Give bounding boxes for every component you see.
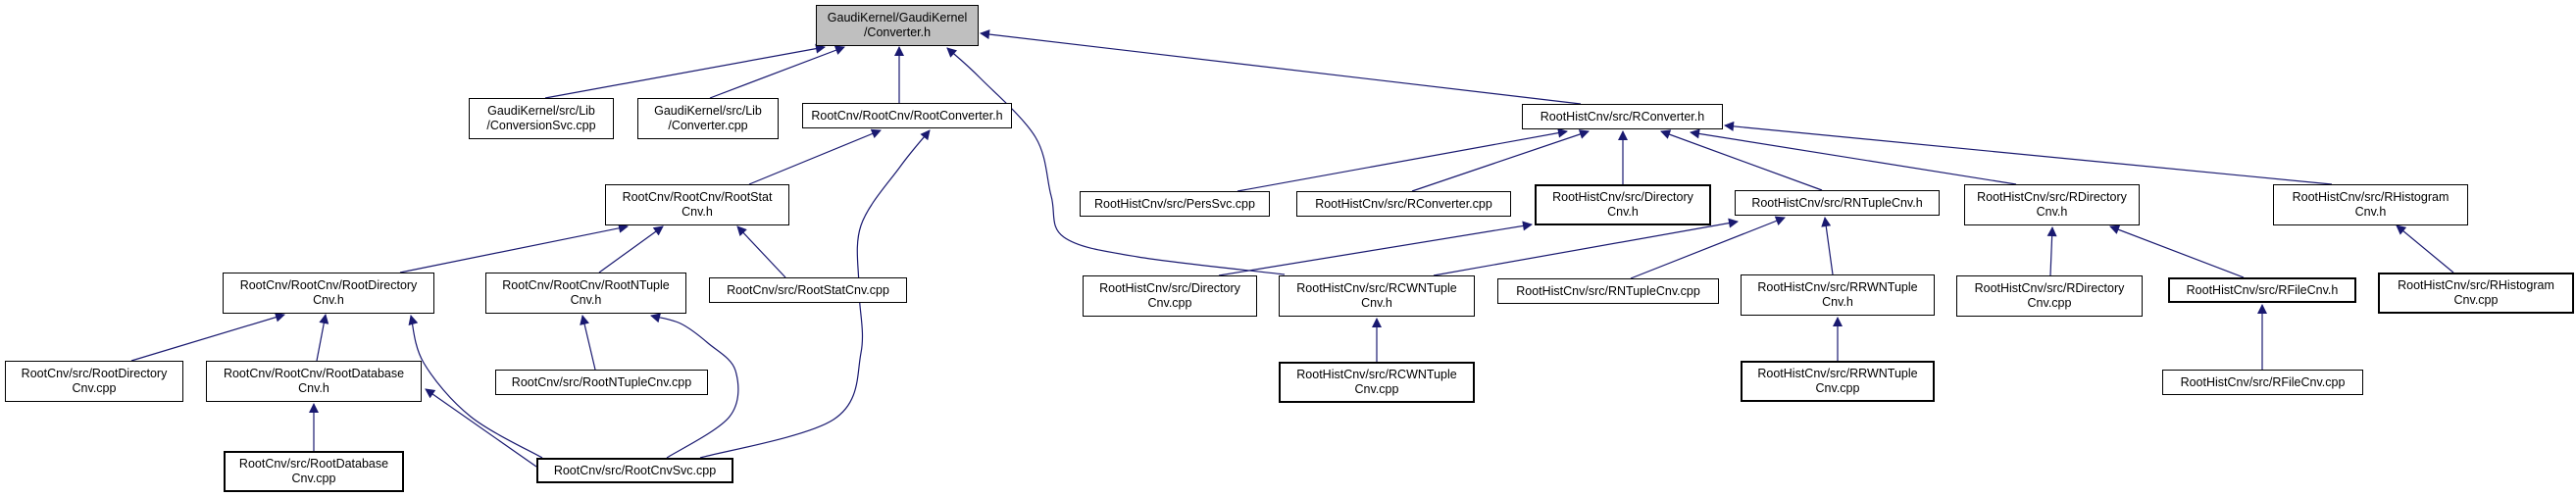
node-label-line: GaudiKernel/src/Lib xyxy=(654,104,762,118)
node-label-line: RootCnv/RootCnv/RootStat xyxy=(622,190,773,204)
edge-rootstatcnv_cpp-to-rootstatcnv_h xyxy=(737,226,785,277)
node-label-line: RootCnv/src/RootDirectory xyxy=(21,367,168,380)
node-label-line: RootHistCnv/src/RRWNTuple xyxy=(1757,367,1918,380)
node-rconverter_cpp[interactable] xyxy=(1296,191,1511,217)
edge-rfilecnv_h-to-rdirectorycnv_h xyxy=(2110,226,2244,277)
node-label-line: Cnv.h xyxy=(1607,205,1639,219)
node-label-line: RootHistCnv/src/RConverter.cpp xyxy=(1315,196,1492,211)
node-label-line: Cnv.h xyxy=(298,381,329,395)
edge-rootcnvsvc_cpp-to-rootdatabasecnv_h xyxy=(426,389,536,467)
node-rootstatcnv_h[interactable] xyxy=(605,184,789,225)
node-label-line: Cnv.h xyxy=(313,293,344,307)
node-label-line: RootHistCnv/src/RConverter.h xyxy=(1540,109,1705,124)
node-label-line: RootCnv/RootCnv/RootConverter.h xyxy=(811,108,1003,123)
node-rntuplecnv_h[interactable] xyxy=(1735,190,1940,216)
edge-rootntuplecnv_h-to-rootstatcnv_h xyxy=(599,226,663,273)
edge-rdirectorycnv_h-to-rconverter_h xyxy=(1691,132,2016,184)
node-rrwntuplecnv_cpp[interactable] xyxy=(1741,361,1935,402)
node-label-line: RootCnv/src/RootStatCnv.cpp xyxy=(727,282,889,297)
node-rootdatabasecnv_h[interactable] xyxy=(206,361,422,402)
edge-rconverter_h-to-converter_h xyxy=(981,33,1581,104)
node-rrwntuplecnv_h[interactable] xyxy=(1741,274,1935,316)
node-label-line: Cnv.cpp xyxy=(72,381,117,395)
node-label-line: Cnv.cpp xyxy=(1147,296,1192,310)
edge-rdirectorycnv_cpp-to-rdirectorycnv_h xyxy=(2050,227,2052,275)
node-label-line: RootCnv/RootCnv/RootNTuple xyxy=(502,278,670,292)
node-rootcnvsvc_cpp[interactable] xyxy=(536,458,733,483)
node-label-line: RootHistCnv/src/RDirectory xyxy=(1974,281,2125,295)
edge-rhistogramcnv_h-to-rconverter_h xyxy=(1725,125,2332,184)
node-converter_h xyxy=(816,5,979,46)
node-label-line: Cnv.cpp xyxy=(291,472,336,485)
node-label-line: RootCnv/RootCnv/RootDirectory xyxy=(239,278,418,292)
node-label-line: Cnv.cpp xyxy=(2027,296,2072,310)
node-label-line: RootHistCnv/src/RHistogram xyxy=(2292,190,2450,204)
node-rfilecnv_h[interactable] xyxy=(2168,277,2356,303)
node-rdirectorycnv_h[interactable] xyxy=(1964,184,2140,225)
edge-rcwntuplecnv_h-to-converter_h xyxy=(947,48,1285,274)
edge-rcwntuplecnv_h-to-rntuplecnv_h xyxy=(1434,222,1738,275)
node-label-line: RootHistCnv/src/RRWNTuple xyxy=(1757,280,1918,294)
edge-rootdatabasecnv_h-to-rootdirectorycnv_h xyxy=(317,315,326,361)
node-label-line: RootCnv/src/RootNTupleCnv.cpp xyxy=(511,374,692,389)
node-label-line: RootHistCnv/src/RFileCnv.h xyxy=(2186,282,2339,297)
node-label-line: GaudiKernel/src/Lib xyxy=(487,104,595,118)
node-rootntuplecnv_h[interactable] xyxy=(485,273,686,314)
edge-rootdirectorycnv_h-to-rootstatcnv_h xyxy=(400,226,628,273)
node-label-line: /ConversionSvc.cpp xyxy=(486,119,596,132)
node-rootdirectorycnv_h[interactable] xyxy=(223,273,434,314)
node-rootdirectorycnv_cpp[interactable] xyxy=(5,361,183,402)
node-label-line: RootCnv/src/RootCnvSvc.cpp xyxy=(553,463,717,477)
node-rcwntuplecnv_h[interactable] xyxy=(1279,275,1475,317)
edge-rootntuplecnv_cpp-to-rootntuplecnv_h xyxy=(582,316,595,370)
node-label-line: Cnv.cpp xyxy=(1815,381,1860,395)
node-label-line: RootHistCnv/src/Directory xyxy=(1552,190,1693,204)
node-label-line: RootHistCnv/src/PersSvc.cpp xyxy=(1094,196,1255,211)
node-label-line: /Converter.h xyxy=(863,25,932,39)
node-rfilecnv_cpp[interactable] xyxy=(2162,370,2363,395)
edge-rrwntuplecnv_h-to-rntuplecnv_h xyxy=(1825,218,1833,274)
node-label-line: RootCnv/RootCnv/RootDatabase xyxy=(223,367,405,380)
node-label-line: Cnv.h xyxy=(1822,295,1853,309)
node-label-line: RootCnv/src/RootDatabase xyxy=(238,457,389,471)
node-label-line: RootHistCnv/src/RDirectory xyxy=(1977,190,2127,204)
node-label-line: RootHistCnv/src/Directory xyxy=(1099,281,1240,295)
edge-rootdirectorycnv_cpp-to-rootdirectorycnv_h xyxy=(131,315,284,361)
node-directorycnv_cpp[interactable] xyxy=(1083,275,1257,317)
edge-perssvc_cpp-to-rconverter_h xyxy=(1237,131,1567,191)
edge-rhistogramcnv_cpp-to-rhistogramcnv_h xyxy=(2397,225,2453,273)
node-rconverter_h[interactable] xyxy=(1522,104,1723,129)
node-label-line: Cnv.h xyxy=(2036,205,2068,219)
node-rntuplecnv_cpp[interactable] xyxy=(1497,278,1719,304)
node-rootdatabasecnv_cpp[interactable] xyxy=(224,451,404,492)
node-label-line: Cnv.cpp xyxy=(1354,382,1399,396)
node-conversionsvc_cpp[interactable] xyxy=(469,98,614,139)
node-label-line: Cnv.cpp xyxy=(2453,293,2499,307)
node-converter_cpp[interactable] xyxy=(637,98,779,139)
node-rdirectorycnv_cpp[interactable] xyxy=(1956,275,2143,317)
node-label-line: RootHistCnv/src/RCWNTuple xyxy=(1296,368,1457,381)
node-label-line: RootHistCnv/src/RNTupleCnv.cpp xyxy=(1516,283,1700,298)
node-rhistogramcnv_cpp[interactable] xyxy=(2378,273,2574,314)
node-label-line: Cnv.h xyxy=(1361,296,1392,310)
edge-conversionsvc_cpp-to-converter_h xyxy=(545,47,825,98)
node-label-line: RootHistCnv/src/RNTupleCnv.h xyxy=(1751,195,1923,210)
node-label-line: GaudiKernel/GaudiKernel xyxy=(827,11,968,25)
edge-directorycnv_cpp-to-directorycnv_h xyxy=(1219,224,1532,275)
node-rootntuplecnv_cpp[interactable] xyxy=(495,370,708,395)
node-label-line: Cnv.h xyxy=(570,293,602,307)
node-rootconverter_h[interactable] xyxy=(802,103,1012,128)
edge-rconverter_cpp-to-rconverter_h xyxy=(1412,131,1589,191)
node-rootstatcnv_cpp[interactable] xyxy=(709,277,907,303)
node-label-line: /Converter.cpp xyxy=(668,119,748,132)
node-perssvc_cpp[interactable] xyxy=(1080,191,1270,217)
node-label-line: Cnv.h xyxy=(2354,205,2387,219)
node-label-line: RootHistCnv/src/RFileCnv.cpp xyxy=(2180,374,2346,389)
edge-converter_cpp-to-converter_h xyxy=(710,47,844,98)
node-rhistogramcnv_h[interactable] xyxy=(2273,184,2468,225)
node-label-line: Cnv.h xyxy=(682,205,713,219)
node-directorycnv_h[interactable] xyxy=(1535,184,1711,225)
node-label-line: RootHistCnv/src/RCWNTuple xyxy=(1296,281,1457,295)
node-label-line: RootHistCnv/src/RHistogram xyxy=(2398,278,2554,292)
node-rcwntuplecnv_cpp[interactable] xyxy=(1279,362,1475,403)
